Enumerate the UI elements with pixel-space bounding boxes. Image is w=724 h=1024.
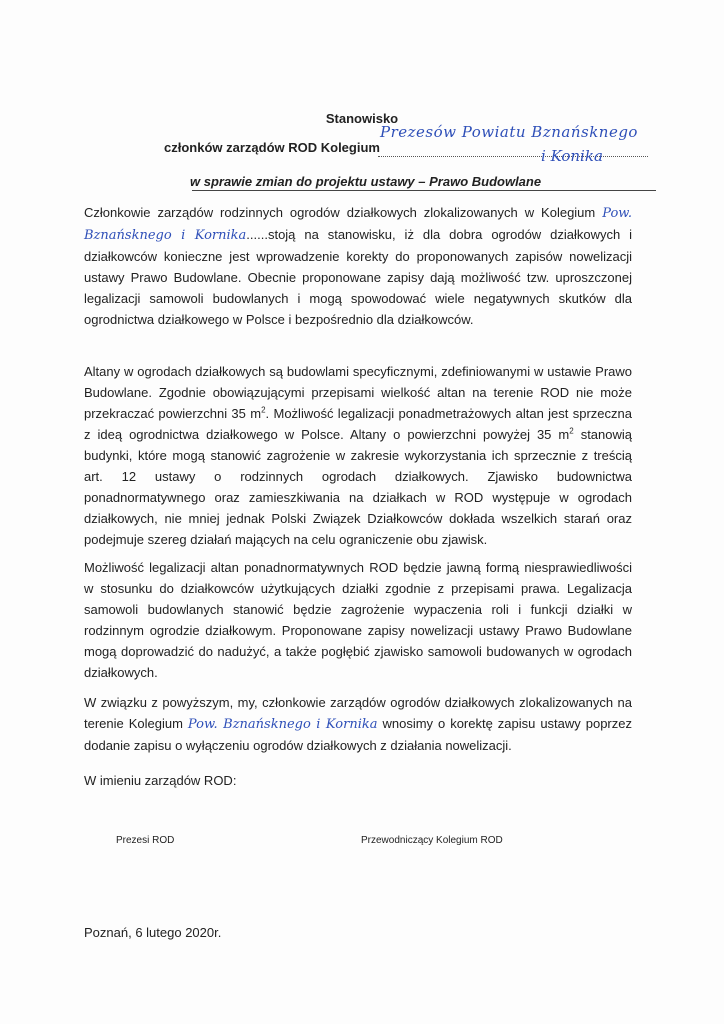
handwritten-kolegium-name-line2: i Konika (541, 147, 603, 165)
fill-in-line (378, 156, 648, 157)
paragraph-4-start: W związku z powyższym, my, członkowie zarządów ogrodów działkowych zlokalizowanych na terenie Kolegium (84, 695, 632, 731)
topic-underline (192, 190, 656, 191)
document-title: Stanowisko (325, 111, 399, 126)
signature-label-prezesi: Prezesi ROD (116, 835, 175, 846)
paragraph-4 (84, 692, 632, 756)
paragraph-1-start: Członkowie zarządów rodzinnych ogrodów działkowych zlokalizowanych w Kolegium (84, 205, 596, 220)
paragraph-3: Możliwość legalizacji altan ponadnormatywnych ROD będzie jawną formą niesprawiedliwości w stosunku do działkowców użytkujących działki zgodnie z przepisami prawa. Legalizacja samowoli budowlanych stanowić będzie zagrożenie wypaczenia roli i funkcji działki w rodzinnym ogrodzie działkowym. Proponowane zapisy nowelizacji ustawy Prawo Budowlane mogą doprowadzić do nadużyć, a także pogłębić zjawisko samowoli budowanych w ogrodach działkowych. (84, 560, 632, 680)
signature-intro: W imieniu zarządów ROD: (84, 773, 237, 788)
superscript-2: 2 (569, 426, 574, 436)
handwritten-kolegium-inline: Pow. Bznańsknego i Kornika (84, 206, 632, 243)
paragraph-2-part-b: . Możliwość legalizacji ponadmetrażowych altan jest sprzeczna z ideą ogrodnictwa działkowego w Polsce. Altany o powierzchni powyżej 35 m (84, 406, 632, 442)
signature-label-przewodniczacy: Przewodniczący Kolegium ROD (361, 835, 503, 846)
superscript-2: 2 (261, 405, 266, 415)
handwritten-kolegium-inline: Pow. Bznańsknego i Kornika (187, 717, 378, 732)
paragraph-1-end: ......stoją na stanowisku, iż dla dobra ogrodów działkowych i działkowców konieczne jest wprowadzenie korekty do proponowanych zapisów nowelizacji ustawy Prawo Budowlane. Obecnie proponowane zapisy dają możliwość tzw. uproszczonej legalizacji samowoli budowlanych i mogą spowodować wiele negatywnych skutków dla ogrodnictwa działkowego w Polsce i bezpośrednio dla działkowców. (84, 227, 632, 327)
document-topic: w sprawie zmian do projektu ustawy – Prawo Budowlane (190, 174, 542, 189)
paragraph-2 (84, 361, 632, 550)
handwritten-kolegium-name-line1: Prezesów Powiatu Bznańsknego (380, 123, 638, 141)
paragraph-4-end: wnosimy o korektę zapisu ustawy poprzez dodanie zapisu o wyłączeniu ogrodów działkowych z działania nowelizacji. (84, 716, 632, 753)
document-subtitle: członków zarządów ROD Kolegium (164, 140, 380, 155)
document-date: Poznań, 6 lutego 2020r. (84, 925, 222, 940)
paragraph-1 (84, 202, 632, 330)
paragraph-2-part-a: Altany w ogrodach działkowych są budowlami specyficznymi, zdefiniowanymi w ustawie Prawo Budowlane. Zgodnie obowiązującymi przepisami wielkość altan na terenie ROD nie może przekraczać powierzchni 35 m (84, 364, 632, 421)
paragraph-2-part-c: stanowią budynki, które mogą stanowić zagrożenie w zakresie wykorzystania ich sprzecznie z treścią art. 12 ustawy o rodzinnych ogrodach działkowych. Zjawisko budownictwa ponadnormatywnego oraz zamieszkiwania na działkach w ROD występuje w ogrodach działkowych, nie mniej jednak Polski Związek Działkowców dokłada wszelkich starań oraz podejmuje szereg działań mających na celu ograniczenie obu zjawisk. (84, 427, 633, 547)
